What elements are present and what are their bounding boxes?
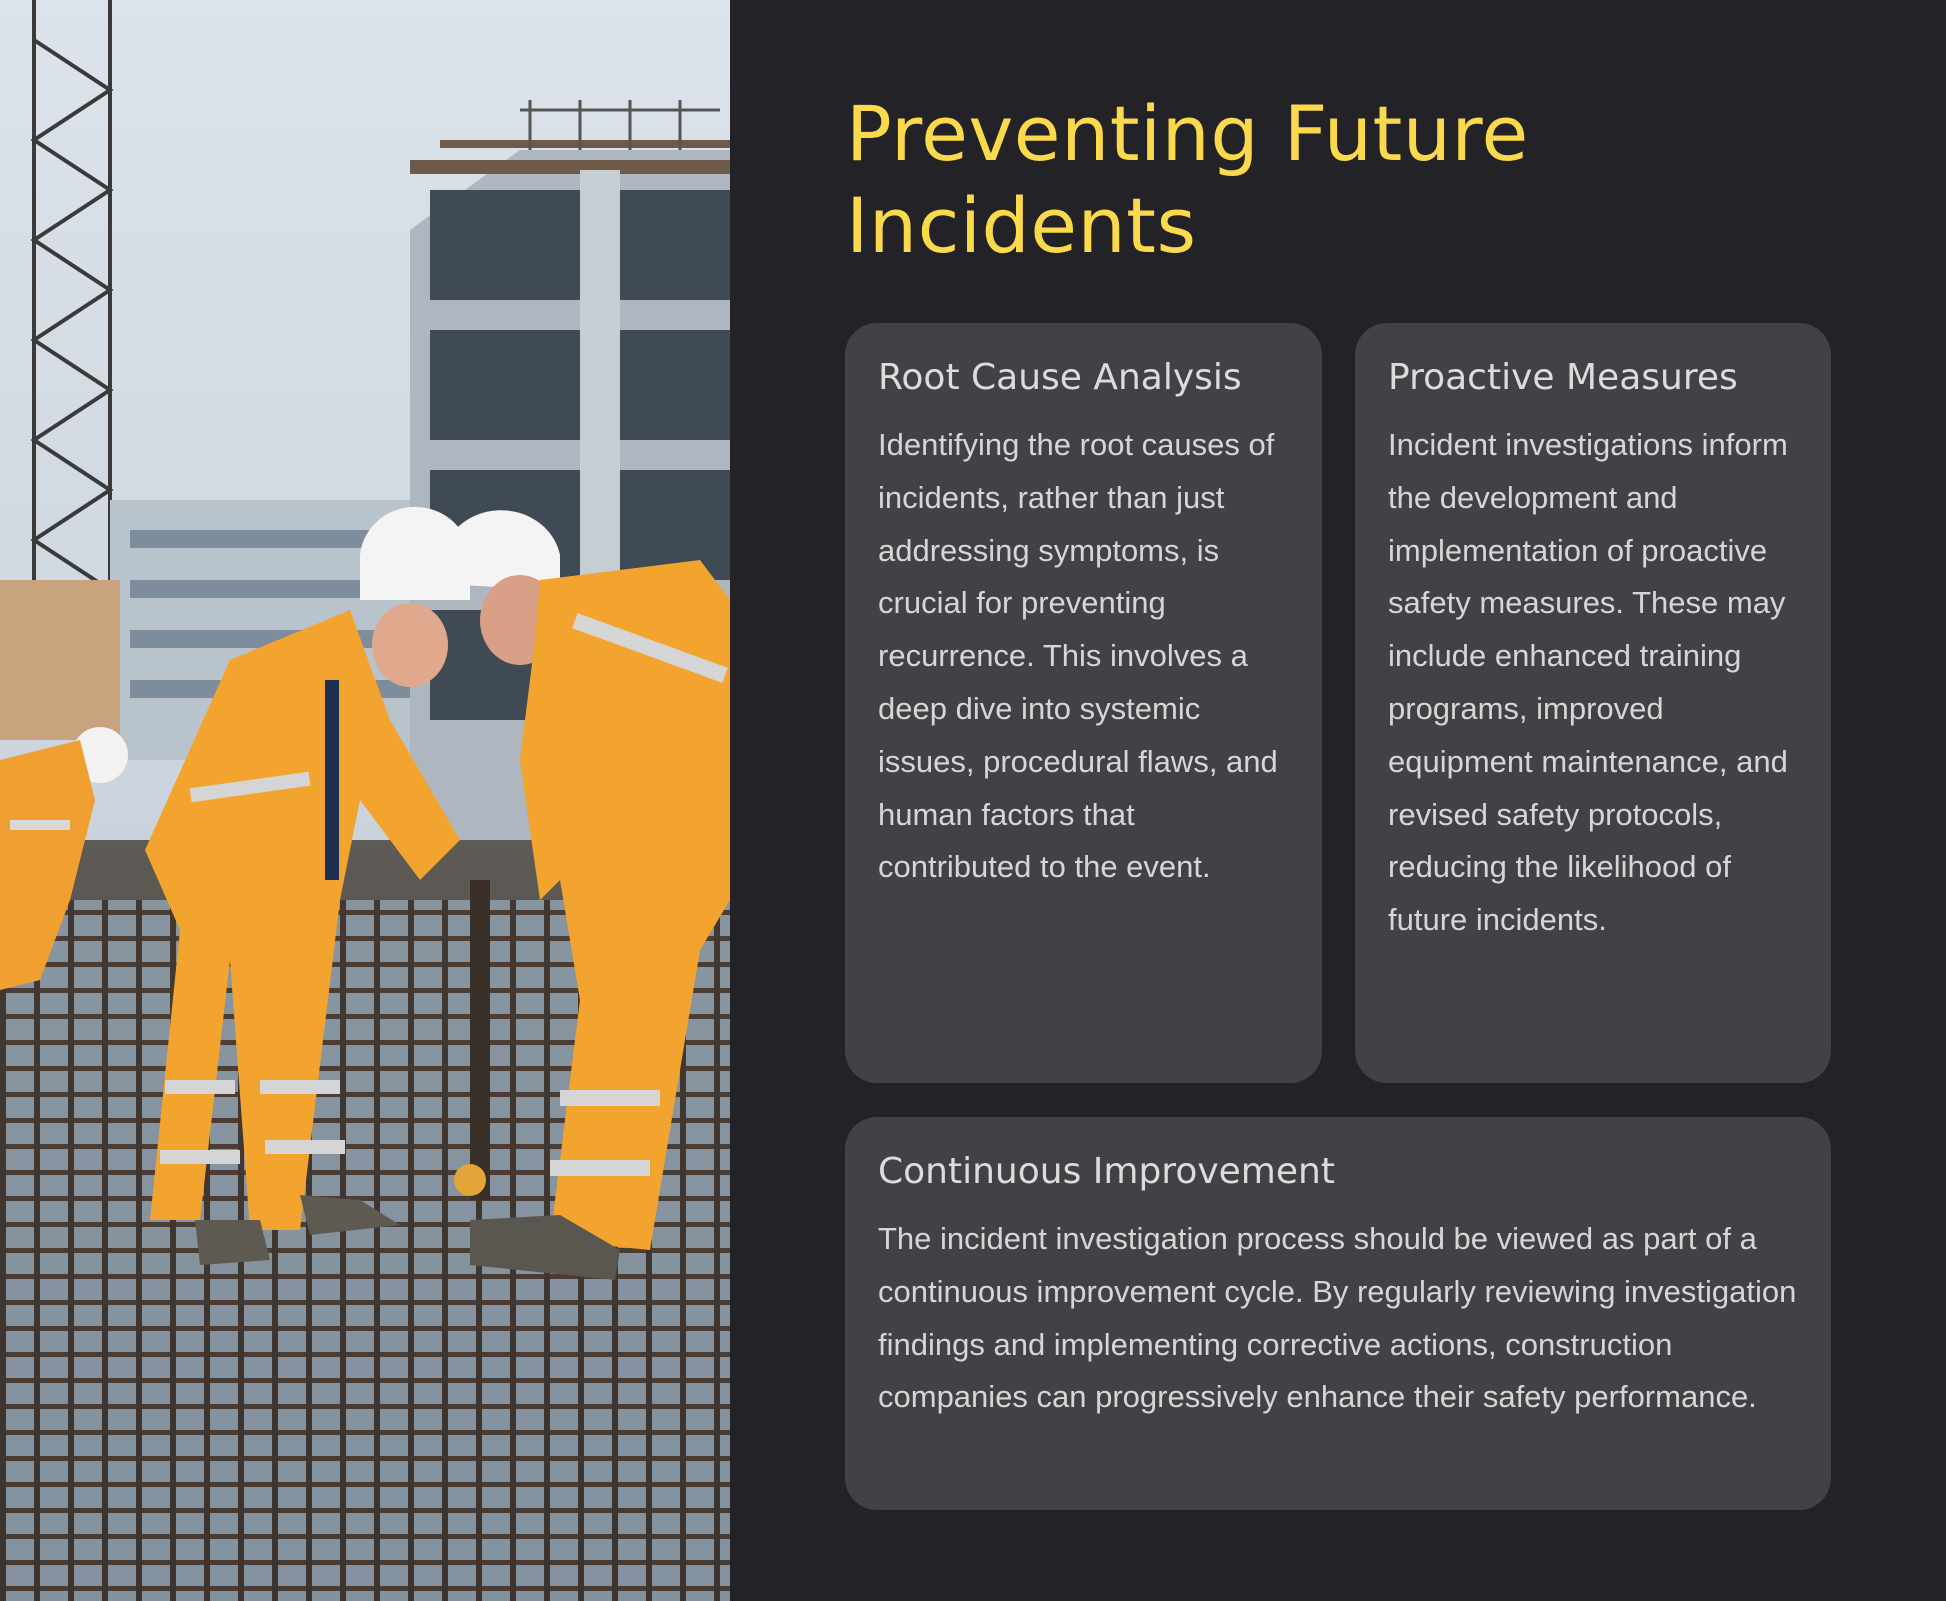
card-heading: Continuous Improvement [878, 1151, 1335, 1192]
card-heading: Proactive Measures [1388, 357, 1738, 398]
card-proactive-measures [1355, 323, 1831, 1083]
card-body: The incident investigation process should be viewed as part of a continuous improvement cycle. By regularly reviewing investigation findings and implementing corrective actions, construction companies can progressively enhance their safety performance. [878, 1221, 1797, 1415]
card-heading: Root Cause Analysis [878, 357, 1242, 398]
card-continuous-improvement [845, 1117, 1831, 1510]
card-root-cause-analysis [845, 323, 1322, 1083]
card-body: Incident investigations inform the development and implementation of proactive safety measures. These may include enhanced training programs, improved equipment maintenance, and revised safety protocols, reducing the likelihood of future incidents. [1388, 427, 1788, 938]
construction-workers-photo [0, 0, 730, 1601]
page-title: Preventing Future Incidents [846, 89, 1529, 270]
card-body: Identifying the root causes of incidents, rather than just addressing symptoms, is crucial for preventing recurrence. This involves a deep dive into systemic issues, procedural flaws, and human factors that contributed to the event. [878, 427, 1278, 885]
